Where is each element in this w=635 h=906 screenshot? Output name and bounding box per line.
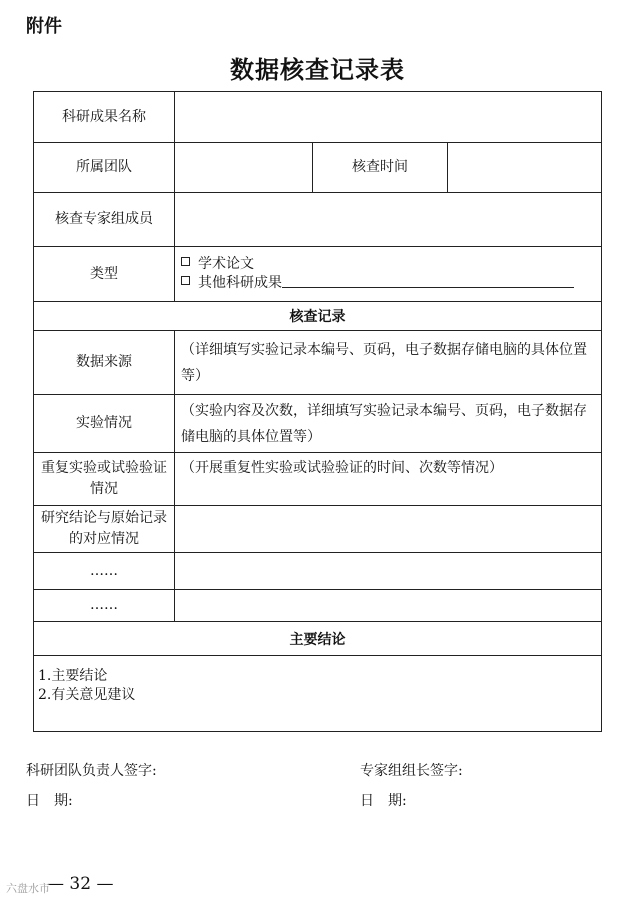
conclusion-item: 1.主要结论 xyxy=(38,668,108,684)
main-conclusion-field[interactable] xyxy=(34,656,602,732)
leader-date-label: 日 期: xyxy=(26,793,73,809)
experiment-note[interactable]: （实验内容及次数，详细填写实验记录本编号、页码，电子数据存储电脑的具体位置等） xyxy=(175,395,602,453)
main-conclusion-heading: 主要结论 xyxy=(34,622,602,656)
experts-field[interactable] xyxy=(175,193,602,247)
ellipsis-label: …… xyxy=(34,553,175,590)
experts-label: 核查专家组成员 xyxy=(34,193,175,247)
team-field[interactable] xyxy=(175,143,313,193)
conclusion-match-field[interactable] xyxy=(175,506,602,553)
data-source-label: 数据来源 xyxy=(34,331,175,395)
conclusion-item: 2.有关意见建议 xyxy=(38,687,136,703)
ellipsis-field[interactable] xyxy=(175,553,602,590)
experiment-label: 实验情况 xyxy=(34,395,175,453)
type-label: 类型 xyxy=(34,247,175,302)
page-number: — 32 — xyxy=(47,874,114,894)
achievement-name-label: 科研成果名称 xyxy=(34,92,175,143)
conclusion-match-label: 研究结论与原始记录的对应情况 xyxy=(34,506,175,553)
team-label: 所属团队 xyxy=(34,143,175,193)
ellipsis-label: …… xyxy=(34,590,175,622)
type-option-other[interactable]: 其他科研成果 xyxy=(181,274,595,293)
expert-signature-label: 专家组组长签字: xyxy=(360,763,463,779)
check-time-field[interactable] xyxy=(448,143,602,193)
ellipsis-field[interactable] xyxy=(175,590,602,622)
type-option-paper[interactable]: 学术论文 xyxy=(181,255,595,274)
check-time-label: 核查时间 xyxy=(313,143,448,193)
checkbox-icon[interactable] xyxy=(181,257,190,266)
type-options xyxy=(175,247,602,302)
checkbox-icon[interactable] xyxy=(181,276,190,285)
repeat-label: 重复实验或试验验证情况 xyxy=(34,453,175,506)
watermark-logo: 六盘水市 xyxy=(6,882,50,895)
data-source-note[interactable]: （详细填写实验记录本编号、页码，电子数据存储电脑的具体位置等） xyxy=(175,331,602,395)
blank-line[interactable] xyxy=(282,275,574,288)
achievement-name-field[interactable] xyxy=(175,92,602,143)
check-record-heading: 核查记录 xyxy=(34,302,602,331)
expert-date-label: 日 期: xyxy=(360,793,407,809)
data-check-form xyxy=(33,91,602,732)
leader-signature-label: 科研团队负责人签字: xyxy=(26,763,157,779)
page-title: 数据核查记录表 xyxy=(230,56,405,84)
attachment-label: 附件 xyxy=(26,16,62,37)
repeat-note[interactable]: （开展重复性实验或试验验证的时间、次数等情况） xyxy=(175,453,602,506)
